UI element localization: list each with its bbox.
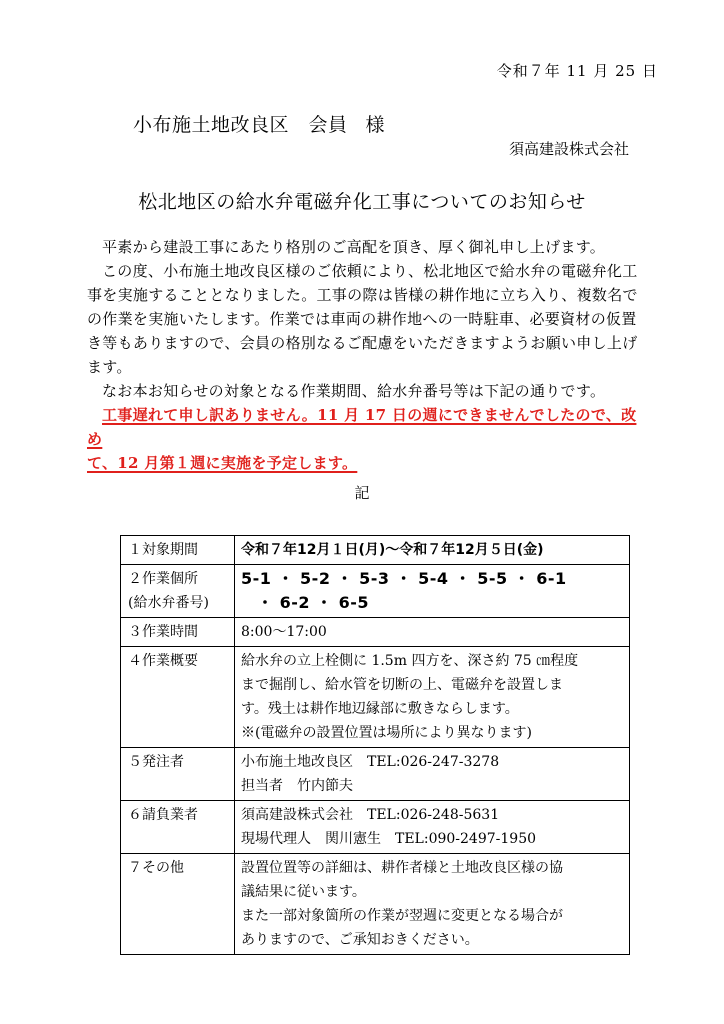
period-value: 令和７年12月１日(月)～令和７年12月５日(金) <box>235 536 630 565</box>
other-label: ７その他 <box>121 854 235 955</box>
overview-line-3: す。残土は耕作地辺縁部に敷きならします。 <box>241 701 519 717</box>
delay-notice-cont <box>87 451 647 475</box>
other-line-1: 設置位置等の詳細は、耕作者様と土地改良区様の協 <box>241 860 563 876</box>
delay-notice-line-1: 工事遅れて申し訳ありません。11 月 17 日の週にできませんでしたので、改め <box>87 406 637 448</box>
document-date: 令和７年 11 月 25 日 <box>496 62 658 80</box>
document-title: 松北地区の給水弁電磁弁化工事についてのお知らせ <box>138 191 586 213</box>
hours-value: 8:00～17:00 <box>235 618 630 647</box>
overview-label: ４作業概要 <box>121 647 235 748</box>
table-row-hours <box>121 618 630 647</box>
recipient-honorific: 様 <box>365 114 386 136</box>
table-row-contractor <box>121 801 630 854</box>
ki-heading: 記 <box>354 484 370 502</box>
client-line-1: 小布施土地改良区 TEL:026-247-3278 <box>241 754 500 770</box>
sender-company: 須高建設株式会社 <box>508 140 629 158</box>
overview-line-2: まで掘削し、給水管を切断の上、電磁弁を設置しま <box>241 677 563 693</box>
contractor-label: ６請負業者 <box>121 801 235 854</box>
valve-numbers-row-2: ・ 6-2 ・ 6-5 <box>257 593 370 612</box>
contractor-value <box>235 801 630 854</box>
location-label-line-2: (給水弁番号) <box>128 595 209 611</box>
client-label: ５発注者 <box>121 748 235 801</box>
body-text <box>87 235 647 475</box>
valve-numbers <box>235 565 630 618</box>
table-row-client <box>121 748 630 801</box>
table-row-period <box>121 536 630 565</box>
contractor-line-1: 須高建設株式会社 TEL:026-248-5631 <box>241 807 500 823</box>
table-row-overview <box>121 647 630 748</box>
greeting-paragraph: 平素から建設工事にあたり格別のご高配を頂き、厚く御礼申し上げます。 <box>102 238 606 256</box>
table-row-other <box>121 854 630 955</box>
contractor-line-2: 現場代理人 関川憲生 TEL:090-2497-1950 <box>241 831 537 847</box>
table-row-location <box>121 565 630 618</box>
other-line-2: 議結果に従います。 <box>241 884 366 900</box>
other-value <box>235 854 630 955</box>
overview-value <box>235 647 630 748</box>
recipient-name: 小布施土地改良区 会員 <box>133 114 348 136</box>
other-line-3: また一部対象箇所の作業が翌週に変更となる場合が <box>241 908 563 924</box>
details-table <box>120 535 630 955</box>
recipient-line <box>133 110 385 137</box>
client-line-2: 担当者 竹内節夫 <box>241 778 353 794</box>
reference-paragraph: なお本お知らせの対象となる作業期間、給水弁番号等は下記の通りです。 <box>102 382 606 400</box>
delay-notice-line-2: て、12 月第１週に実施を予定します。 <box>87 454 358 472</box>
location-label <box>121 565 235 618</box>
overview-line-1: 給水弁の立上栓側に 1.5m 四方を、深さ約 75 ㎝程度 <box>241 653 579 669</box>
period-label: １対象期間 <box>121 536 235 565</box>
overview-line-4: ※(電磁弁の設置位置は場所により異なります) <box>241 725 532 741</box>
valve-numbers-row-1: 5-1 ・ 5-2 ・ 5-3 ・ 5-4 ・ 5-5 ・ 6-1 <box>241 569 567 588</box>
hours-label: ３作業時間 <box>121 618 235 647</box>
client-value <box>235 748 630 801</box>
delay-notice <box>87 403 647 451</box>
purpose-paragraph: この度、小布施土地改良区様のご依頼により、松北地区で給水弁の電磁弁化工事を実施することとなりました。工事の際は皆様の耕作地に立ち入り、複数名での作業を実施いたします。作業では車両の耕作地への一時駐車、必要資材の仮置き等もありますので、会員の格別なるご配慮をいただきますようお願い申し上げます。 <box>87 262 638 376</box>
other-line-4: ありますので、ご承知おきください。 <box>241 932 479 948</box>
location-label-line-1: ２作業個所 <box>128 571 198 587</box>
